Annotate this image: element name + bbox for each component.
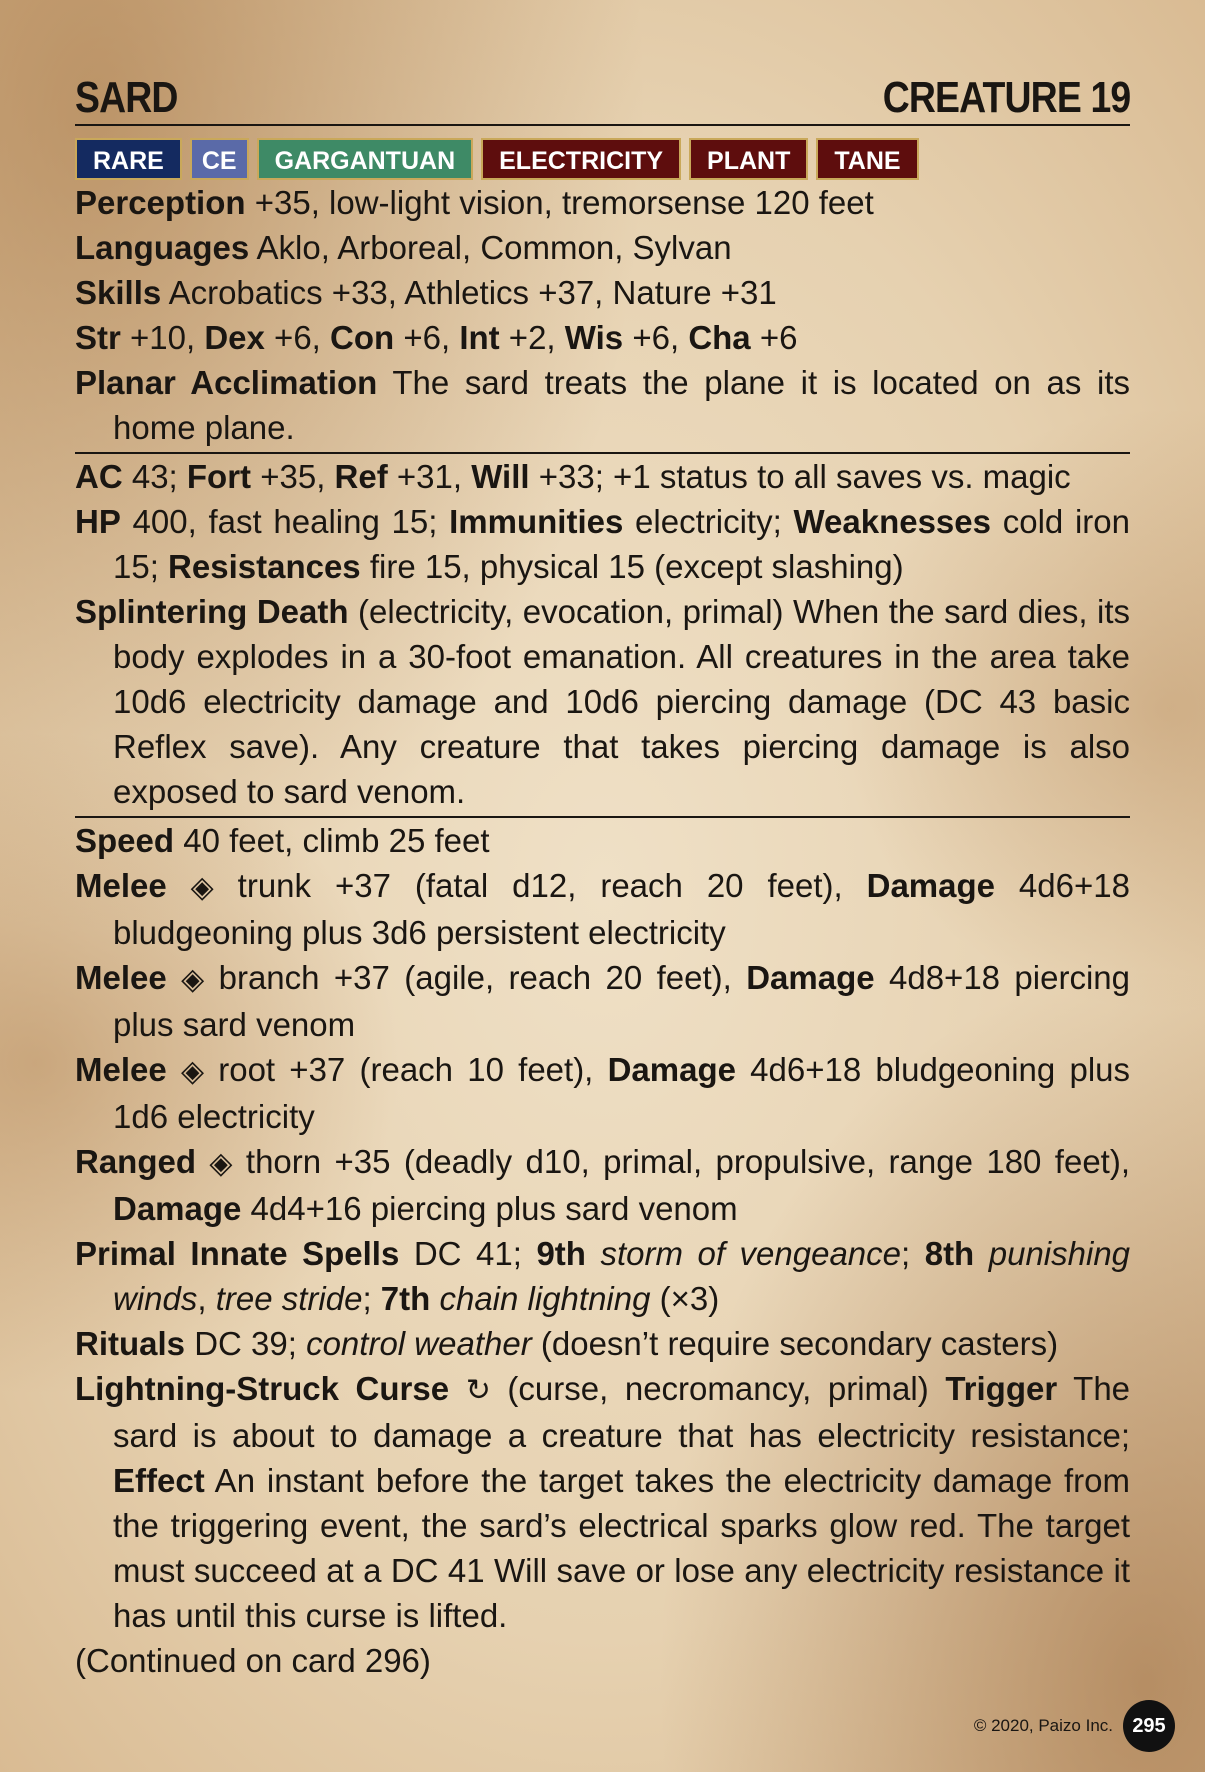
stat-block-card [75,70,1130,1683]
speed-line: Speed 40 feet, climb 25 feet [75,822,490,859]
continued-note: (Continued on card 296) [75,1642,431,1679]
melee-root-line: Melee ◈ root +37 (reach 10 feet), Damage 4d6+18 bludgeoning plus 1d6 electricity [75,1051,1131,1135]
ranged-thorn-line: Ranged ◈ thorn +35 (deadly d10, primal, propulsive, range 180 feet), Damage 4d4+16 piercing plus sard venom [75,1143,1131,1227]
single-action-icon: ◈ [209,1147,233,1180]
lightning-curse-line: Lightning-Struck Curse ↻ (curse, necromancy, primal) Trigger The sard is about to damage a creature that has electricity resistance; Effect An instant before the target takes the electricity damage from the triggering event, the sard’s electrical sparks glow red. The target must succeed at a DC 41 Will save or lose any electricity resistance it has until this curse is lifted. [75,1370,1131,1634]
single-action-icon: ◈ [180,1055,205,1088]
trait-tane: TANE [816,138,918,180]
rituals-line: Rituals DC 39; control weather (doesn’t require secondary casters) [75,1325,1059,1362]
footer [974,1700,1175,1752]
title-row [75,70,1130,126]
trait-rare: RARE [75,138,182,180]
ac-saves-line: AC 43; Fort +35, Ref +31, Will +33; +1 status to all saves vs. magic [75,458,1071,495]
splintering-death-line: Splintering Death (electricity, evocation, primal) When the sard dies, its body explodes in a 30-foot emanation. All creatures in the area take 10d6 electricity damage and 10d6 piercing damage (DC 43 basic Reflex save). Any creature that takes piercing damage is also exposed to sard venom. [75,593,1130,810]
perception-line: Perception +35, low-light vision, tremorsense 120 feet [75,184,874,221]
trait-alignment: CE [190,138,249,180]
trait-plant: PLANT [689,138,808,180]
hp-line: HP 400, fast healing 15; Immunities electricity; Weaknesses cold iron 15; Resistances fire 15, physical 15 (except slashing) [75,503,1130,585]
languages-line: Languages Aklo, Arboreal, Common, Sylvan [75,229,732,266]
melee-trunk-line: Melee ◈ trunk +37 (fatal d12, reach 20 feet), Damage 4d6+18 bludgeoning plus 3d6 persistent electricity [75,867,1130,951]
creature-level: CREATURE 19 [882,73,1130,122]
offense-section [75,818,1130,1683]
melee-branch-line: Melee ◈ branch +37 (agile, reach 20 feet), Damage 4d8+18 piercing plus sard venom [75,959,1130,1043]
single-action-icon: ◈ [181,963,205,996]
creature-name: SARD [75,73,178,122]
page-number: 295 [1123,1700,1175,1752]
spells-line: Primal Innate Spells DC 41; 9th storm of vengeance; 8th punishing winds, tree stride; 7th chain lightning (×3) [75,1235,1131,1317]
stats-section [75,180,1130,450]
single-action-icon: ◈ [190,871,214,904]
trait-electricity: ELECTRICITY [481,138,681,180]
reaction-icon: ↻ [465,1374,491,1407]
defense-section [75,454,1130,814]
skills-line: Skills Acrobatics +33, Athletics +37, Nature +31 [75,274,777,311]
copyright: © 2020, Paizo Inc. [973,1716,1113,1735]
trait-list [75,138,1130,180]
trait-size: GARGANTUAN [257,138,474,180]
planar-acclimation-line: Planar Acclimation The sard treats the plane it is located on as its home plane. [75,364,1130,446]
ability-scores-line: Str +10, Dex +6, Con +6, Int +2, Wis +6, Cha +6 [75,319,798,356]
